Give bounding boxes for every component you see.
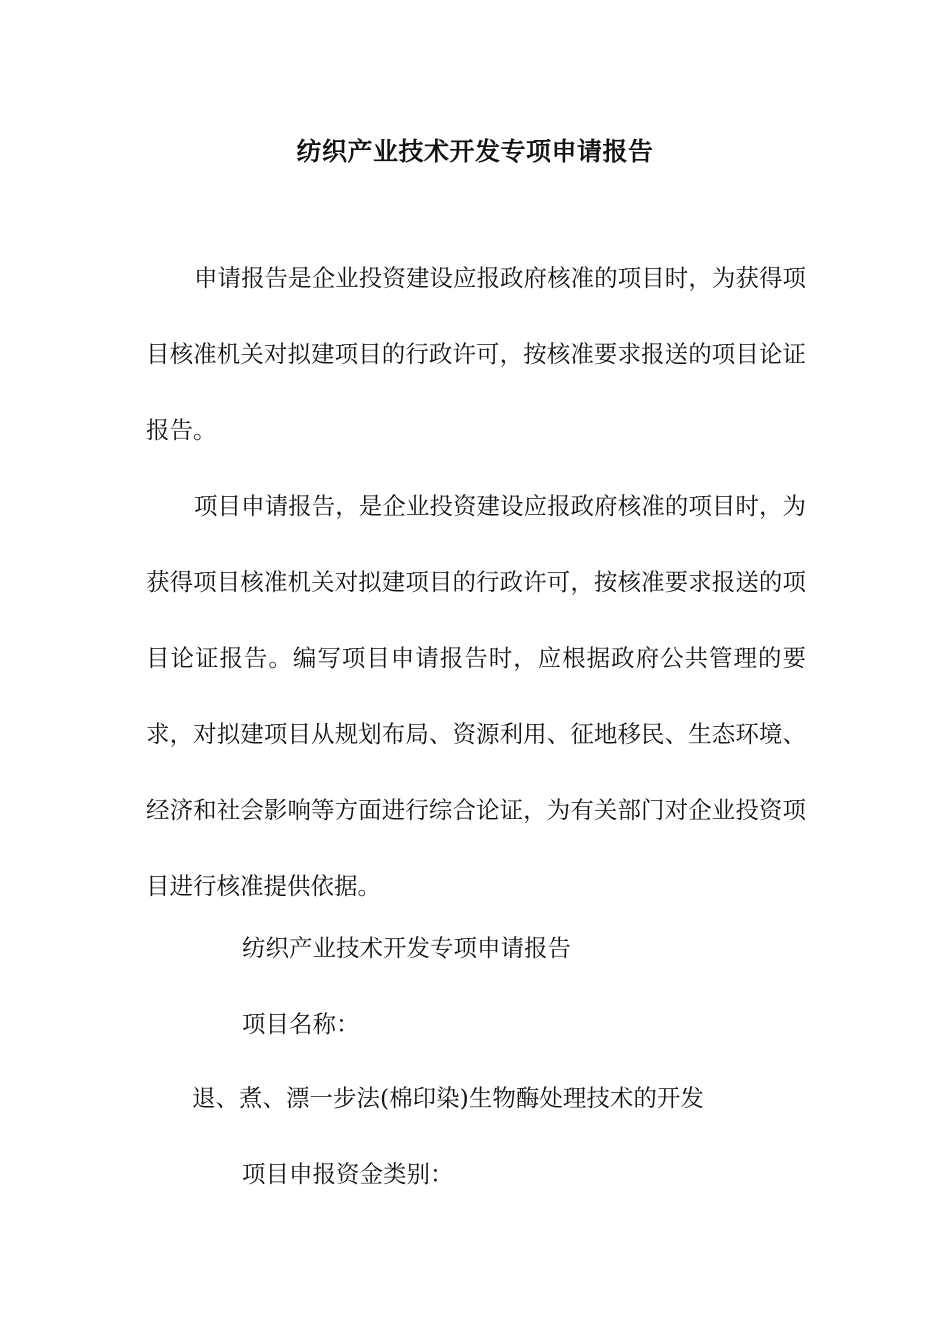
definition-paragraph: 项目申请报告，是企业投资建设应报政府核准的项目时，为获得项目核准机关对拟建项目的行政许可，按核准要求报送的项目论证报告。编写项目申请报告时，应根据政府公共管理的要求，对拟建项目从规划布局、资源利用、征地移民、生态环境、经济和社会影响等方面进行综合论证，为有关部门对企业投资项目进行核准提供依据。 [146, 492, 806, 900]
fund-category-label: 项目申报资金类别： [242, 1160, 454, 1188]
project-name-label: 项目名称： [242, 1010, 360, 1038]
intro-paragraph: 申请报告是企业投资建设应报政府核准的项目时，为获得项目核准机关对拟建项目的行政许可，按核准要求报送的项目论证报告。 [146, 264, 806, 444]
project-name-value: 退、煮、漂一步法(棉印染)生物酶处理技术的开发 [192, 1084, 704, 1112]
document-title: 纺织产业技术开发专项申请报告 [296, 137, 654, 166]
report-subtitle: 纺织产业技术开发专项申请报告 [242, 934, 571, 962]
